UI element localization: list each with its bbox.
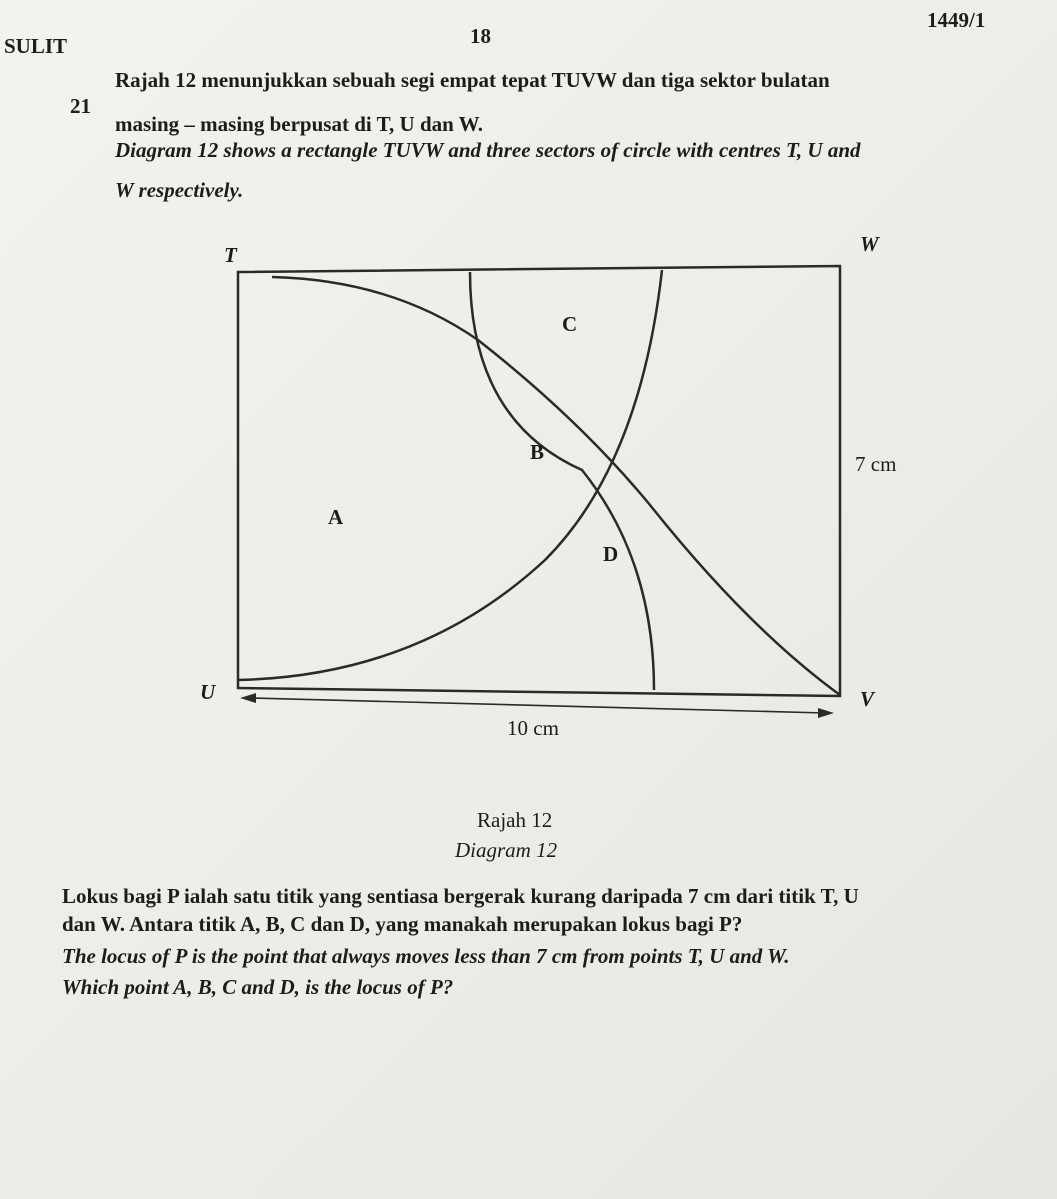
height-label: 7 cm bbox=[855, 452, 897, 476]
arc-centre-t bbox=[272, 277, 840, 695]
caption-english: Diagram 12 bbox=[455, 838, 558, 862]
caption-malay: Rajah 12 bbox=[477, 808, 553, 832]
region-label-d: D bbox=[603, 542, 619, 566]
question-malay-line1: Rajah 12 menunjukkan sebuah segi empat tepat TUVW dan tiga sektor bulatan bbox=[115, 68, 830, 92]
region-label-c: C bbox=[562, 312, 578, 336]
vertex-label-t: T bbox=[224, 243, 237, 267]
width-arrow-head-left bbox=[240, 693, 256, 703]
prompt-english-line1: The locus of P is the point that always moves less than 7 cm from points T, U and W. bbox=[62, 944, 790, 968]
question-number: 21 bbox=[70, 94, 91, 118]
prompt-malay-line1: Lokus bagi P ialah satu titik yang sentiasa bergerak kurang daripada 7 cm dari titik T, U bbox=[62, 884, 859, 908]
width-arrow-head-right bbox=[818, 708, 834, 718]
prompt-english-line2: Which point A, B, C and D, is the locus of P? bbox=[62, 975, 454, 999]
vertex-label-v: V bbox=[860, 687, 875, 711]
question-english-line2: W respectively. bbox=[115, 178, 244, 202]
paper-code: 1449/1 bbox=[927, 8, 986, 32]
vertex-label-u: U bbox=[200, 680, 216, 704]
region-label-b: B bbox=[530, 440, 545, 464]
region-label-a: A bbox=[328, 505, 344, 529]
page-number: 18 bbox=[470, 24, 491, 48]
header-sulit: SULIT bbox=[4, 34, 68, 58]
question-english-line1: Diagram 12 shows a rectangle TUVW and three sectors of circle with centres T, U and bbox=[115, 138, 861, 162]
question-malay-line2: masing – masing berpusat di T, U dan W. bbox=[115, 112, 484, 136]
arc-centre-u bbox=[238, 270, 662, 680]
width-label: 10 cm bbox=[507, 716, 559, 740]
prompt-malay-line2: dan W. Antara titik A, B, C dan D, yang manakah merupakan lokus bagi P? bbox=[62, 912, 743, 936]
rectangle-tuvw bbox=[238, 266, 840, 696]
width-arrow-line bbox=[252, 698, 825, 713]
vertex-label-w: W bbox=[860, 232, 879, 256]
